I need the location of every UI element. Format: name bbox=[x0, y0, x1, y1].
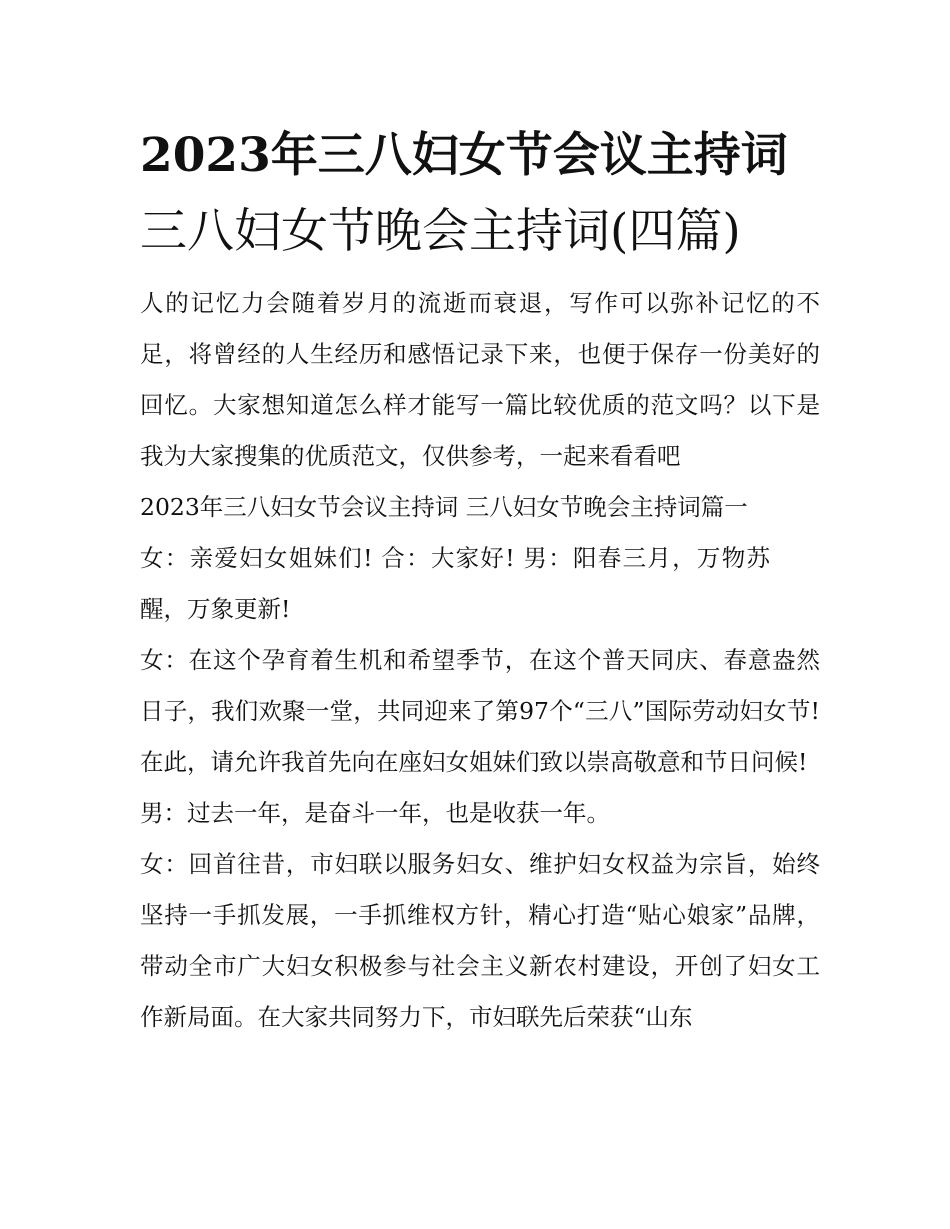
intro-paragraph: 人的记忆力会随着岁月的流逝而衰退，写作可以弥补记忆的不足，将曾经的人生经历和感悟记录下来，也便于保存一份美好的回忆。大家想知道怎么样才能写一篇比较优质的范文吗？以下是我为大家搜集的优质范文，仅供参考，一起来看看吧 bbox=[140, 289, 820, 470]
section-heading: 2023年三八妇女节会议主持词 三八妇女节晚会主持词篇一 bbox=[140, 493, 748, 521]
dialogue-paragraph: 女：回首往昔，市妇联以服务妇女、维护妇女权益为宗旨，始终坚持一手抓发展，一手抓维权方针，精心打造“贴心娘家”品牌，带动全市广大妇女积极参与社会主义新农村建设，开创了妇女工作新局面。在大家共同努力下，市妇联先后荣获“山东 bbox=[140, 850, 820, 1031]
dialogue-paragraph: 男：过去一年，是奋斗一年，也是收获一年。 bbox=[140, 799, 610, 827]
title-line-1: 2023年三八妇女节会议主持词 bbox=[140, 128, 788, 183]
document-title bbox=[140, 118, 820, 270]
document-page bbox=[140, 118, 820, 1043]
dialogue-paragraph: 女：在这个孕育着生机和希望季节，在这个普天同庆、春意盎然日子，我们欢聚一堂，共同迎来了第97个“三八”国际劳动妇女节!在此，请允许我首先向在座妇女姐妹们致以崇高敬意和节日问候! bbox=[140, 646, 820, 776]
title-line-2: 三八妇女节晚会主持词(四篇) bbox=[140, 204, 741, 259]
dialogue-paragraph: 女：亲爱妇女姐妹们! 合：大家好! 男：阳春三月，万物苏醒，万象更新! bbox=[140, 544, 770, 623]
